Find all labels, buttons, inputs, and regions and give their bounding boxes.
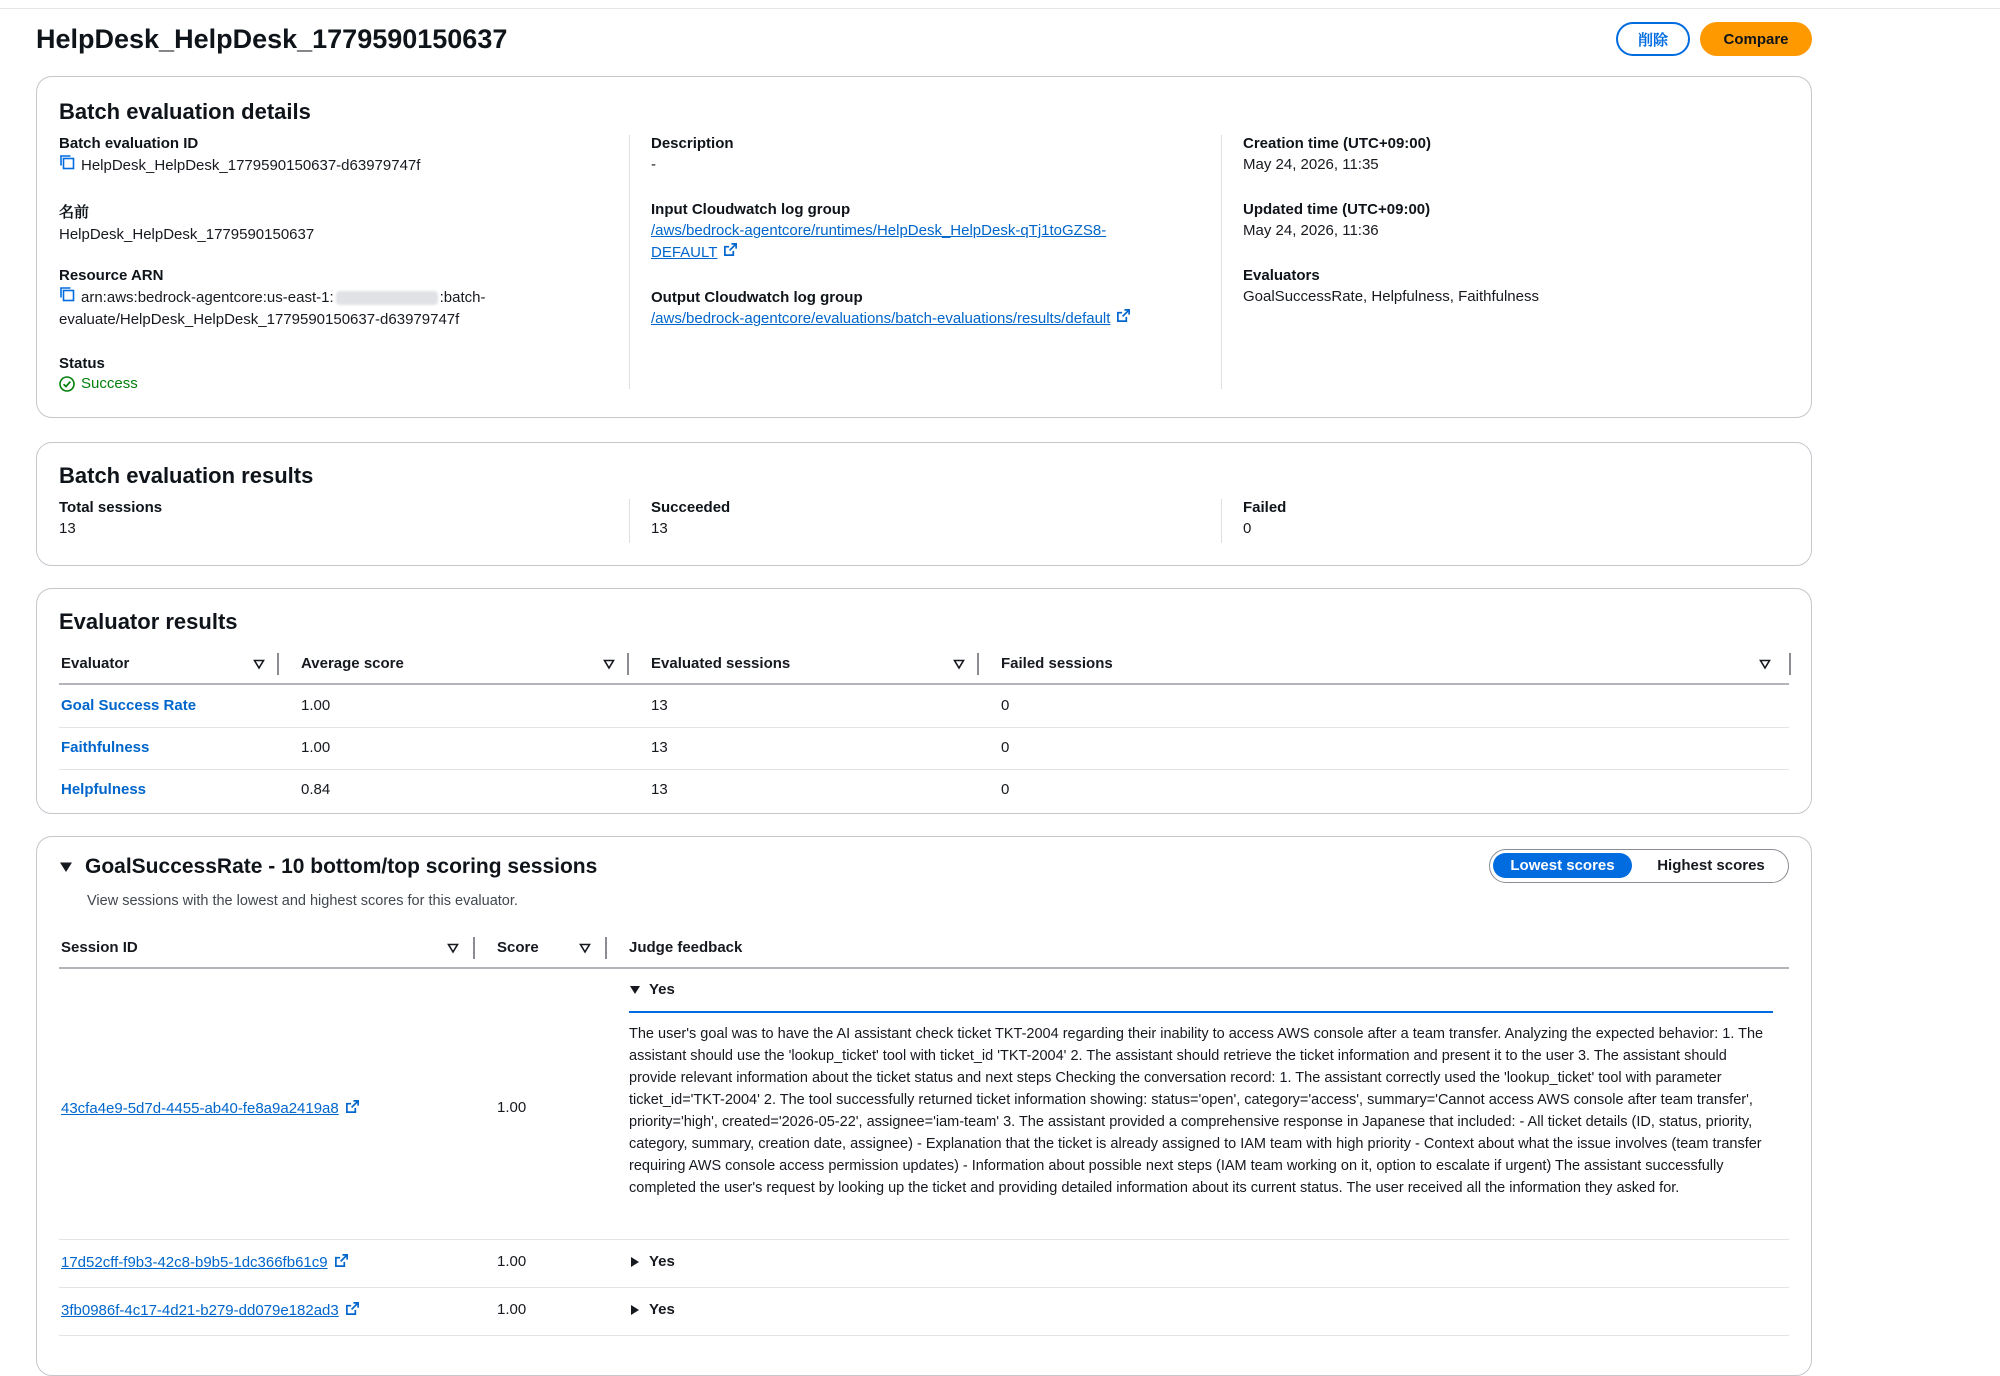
sort-down-icon[interactable] [447,941,459,959]
col-failed-sessions[interactable]: Failed sessions [1001,654,1113,672]
feedback-verdict: Yes [649,981,675,998]
input-log-link[interactable]: /aws/bedrock-agentcore/runtimes/HelpDesk_HelpDesk-qTj1toGZS8- [651,222,1107,239]
feedback-verdict: Yes [649,1301,675,1318]
feedback-expander[interactable] [629,1253,675,1270]
creation-time-value: May 24, 2026, 11:35 [1243,156,1379,173]
table-row [59,1239,1789,1288]
column-divider [629,499,630,543]
session-id-link[interactable]: 43cfa4e9-5d7d-4455-ab40-fe8a9a2419a8 [61,1100,339,1117]
description-label: Description [651,135,734,152]
success-check-icon [59,376,75,392]
output-log-label: Output Cloudwatch log group [651,289,863,306]
lowest-scores-toggle[interactable]: Lowest scores [1493,853,1632,878]
scoring-sessions-card [36,836,1812,1376]
session-id-link[interactable]: 17d52cff-f9b3-42c8-b9b5-1dc366fb61c9 [61,1254,328,1271]
highest-scores-toggle[interactable]: Highest scores [1657,857,1765,874]
scoring-expander[interactable] [59,855,597,879]
copy-icon[interactable] [59,286,75,309]
caret-down-icon[interactable] [629,984,641,996]
failed-sessions-count: 0 [1001,697,1010,714]
caret-right-icon[interactable] [629,1304,641,1316]
details-column-1 [59,135,619,395]
feedback-text: The user's goal was to have the AI assistant check ticket TKT-2004 regarding their inability to access AWS console after a team transfer. Analyzing the expected behavior: 1. The assistant should use the 'lookup_ticket' tool with ticket_id 'TKT-2004' 2. The assistant should retrieve the ticket information and present it to the user 3. The assistant should provide relevant information about the ticket status and next steps Checking the conversation record: 1. The assistant correctly used the 'lookup_ticket' tool with parameter ticket_id='TKT-2004' 2. The tool successfully returned ticket information showing: status='open', category='access', summary='Cannot access AWS console after team transfer', priority='high', created='2026-05-22', assignee='iam-team' 3. The assistant provided a comprehensive response in Japanese that included: - All ticket details (ID, status, priority, category, summary, creation date, assignee) - Explanation that the ticket is already assigned to IAM team with high priority - Context about what the issue involves (team transfer requiring AWS console access permission updates) - Information about possible next steps (IAM team working on it, option to escalate if urgent) The assistant successfully completed the user's request by looking up the ticket and providing detailed information about its current status. The user received all the information they asked for. [629,1026,1764,1196]
failed-sessions-count: 0 [1001,739,1010,756]
external-link-icon[interactable] [345,1099,360,1118]
feedback-expander[interactable] [629,981,1773,1013]
succeeded-sessions [651,499,730,540]
sessions-table-header [59,929,1789,969]
external-link-icon[interactable] [723,242,738,264]
column-resizer[interactable] [473,937,475,959]
table-row [59,685,1789,728]
evaluator-link[interactable]: Faithfulness [61,739,150,756]
external-link-icon[interactable] [1116,308,1131,330]
feedback-expander[interactable] [629,1301,675,1318]
evaluator-link[interactable]: Helpfulness [61,781,147,798]
total-sessions-label: Total sessions [59,499,163,516]
column-divider [1221,499,1222,543]
column-resizer[interactable] [977,653,979,675]
evaluated-sessions: 13 [651,739,668,756]
evaluated-sessions: 13 [651,781,668,798]
average-score: 0.84 [301,781,331,798]
status-value: Success [81,375,138,392]
top-divider [0,8,2000,9]
failed-value: 0 [1243,520,1252,537]
output-log-link[interactable]: /aws/bedrock-agentcore/evaluations/batch-evaluations/results/default [651,310,1111,327]
col-average-score[interactable]: Average score [301,654,404,672]
batch-details-title: Batch evaluation details [59,99,311,124]
col-evaluated-sessions[interactable]: Evaluated sessions [651,654,791,672]
evaluator-table-header [59,645,1789,685]
column-resizer[interactable] [605,937,607,959]
updated-time-value: May 24, 2026, 11:36 [1243,222,1379,239]
sort-down-icon[interactable] [579,941,591,959]
total-sessions [59,499,162,540]
sort-down-icon[interactable] [953,657,965,675]
column-resizer[interactable] [277,653,279,675]
caret-down-icon[interactable] [59,860,73,874]
batch-results-title: Batch evaluation results [59,463,314,488]
table-row [59,769,1789,811]
description-value: - [651,156,656,173]
batch-results-card [36,442,1812,566]
page-title: HelpDesk_HelpDesk_1779590150637 [36,24,508,54]
input-log-label: Input Cloudwatch log group [651,201,851,218]
name-value: HelpDesk_HelpDesk_1779590150637 [59,226,315,243]
evaluators-value: GoalSuccessRate, Helpfulness, Faithfulness [1243,288,1539,305]
session-score: 1.00 [497,1301,527,1318]
details-column-2 [651,135,1211,395]
redacted-account-id [336,291,438,305]
col-session-id[interactable]: Session ID [61,938,138,956]
creation-time-label: Creation time (UTC+09:00) [1243,135,1431,152]
column-resizer[interactable] [1789,653,1791,675]
table-row [59,727,1789,770]
table-row [59,1287,1789,1336]
status-label: Status [59,355,105,372]
batch-id-value: HelpDesk_HelpDesk_1779590150637-d63979747f [81,156,421,174]
compare-button[interactable]: Compare [1700,22,1812,56]
succeeded-label: Succeeded [651,499,731,516]
name-label: 名前 [59,204,90,221]
col-score[interactable]: Score [497,938,539,956]
failed-sessions [1243,499,1286,540]
evaluator-results-card [36,588,1812,814]
arn-prefix: arn:aws:bedrock-agentcore:us-east-1: [81,288,334,306]
updated-time-label: Updated time (UTC+09:00) [1243,201,1431,218]
sort-down-icon[interactable] [253,657,265,675]
batch-id-label: Batch evaluation ID [59,135,199,152]
failed-label: Failed [1243,499,1287,516]
delete-button[interactable]: 削除 [1616,22,1690,56]
sort-down-icon[interactable] [1759,657,1771,675]
evaluator-link[interactable]: Goal Success Rate [61,697,197,714]
details-column-3 [1243,135,1783,395]
average-score: 1.00 [301,697,331,714]
evaluator-results-title: Evaluator results [59,609,238,634]
external-link-icon[interactable] [345,1301,360,1320]
evaluators-label: Evaluators [1243,267,1320,284]
column-divider [629,135,630,389]
sort-down-icon[interactable] [603,657,615,675]
batch-details-card [36,76,1812,418]
input-log-link-line2[interactable]: DEFAULT [651,244,718,261]
arn-label: Resource ARN [59,267,164,284]
session-score: 1.00 [497,1099,527,1116]
caret-right-icon[interactable] [629,1256,641,1268]
score-segmented-control [1489,849,1789,883]
table-row [59,969,1789,1240]
session-score: 1.00 [497,1253,527,1270]
succeeded-value: 13 [651,520,668,537]
evaluated-sessions: 13 [651,697,668,714]
scoring-title: GoalSuccessRate - 10 bottom/top scoring sessions [85,855,598,878]
arn-line2: evaluate/HelpDesk_HelpDesk_1779590150637-d63979747f [59,311,460,328]
arn-suffix: :batch- [439,288,486,306]
col-evaluator[interactable]: Evaluator [61,654,130,672]
average-score: 1.00 [301,739,331,756]
page-header [36,22,1812,62]
session-id-link[interactable]: 3fb0986f-4c17-4d21-b279-dd079e182ad3 [61,1302,339,1319]
column-divider [1221,135,1222,389]
feedback-verdict: Yes [649,1253,675,1270]
copy-icon[interactable] [59,154,75,177]
column-resizer[interactable] [627,653,629,675]
failed-sessions-count: 0 [1001,781,1010,798]
external-link-icon[interactable] [334,1253,349,1272]
scoring-subtitle: View sessions with the lowest and highest scores for this evaluator. [87,893,518,909]
col-judge-feedback: Judge feedback [629,938,743,956]
status-badge [59,375,138,392]
total-sessions-value: 13 [59,520,76,537]
